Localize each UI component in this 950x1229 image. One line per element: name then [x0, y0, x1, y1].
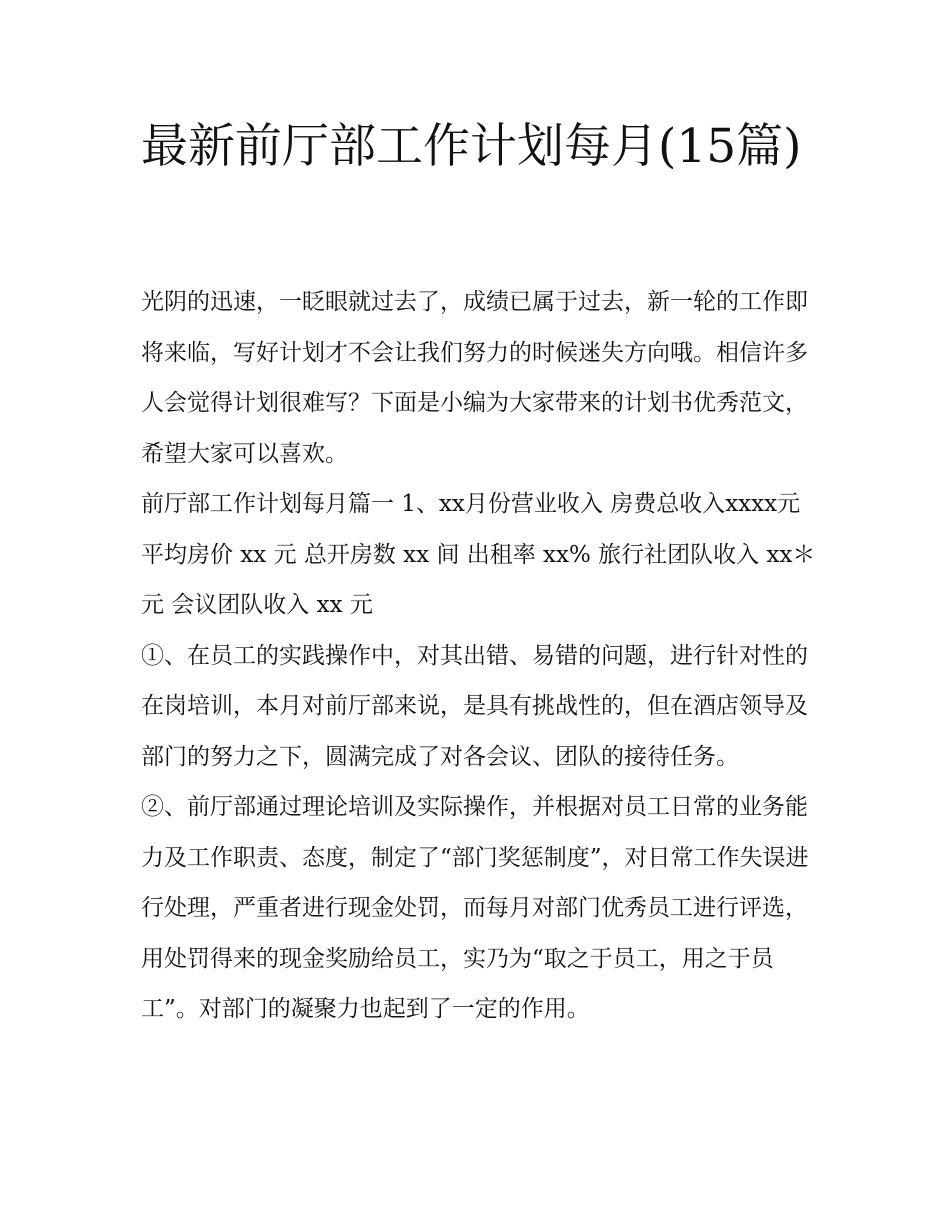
document-body: [141, 277, 816, 1035]
paragraph-reward-system: ②、前厅部通过理论培训及实际操作，并根据对员工日常的业务能力及工作职责、态度，制定了“部门奖惩制度”，对日常工作失误进行处理，严重者进行现金处罚，而每月对部门优秀员工进行评选，用处罚得来的现金奖励给员工，实乃为“取之于员工，用之于员工”。对部门的凝聚力也起到了一定的作用。: [141, 794, 809, 1022]
document-title: 最新前厅部工作计划每月(15篇): [141, 119, 802, 174]
paragraph-intro: 光阴的迅速，一眨眼就过去了，成绩已属于过去，新一轮的工作即将来临，写好计划才不会让我们努力的时候迷失方向哦。相信许多人会觉得计划很难写？下面是小编为大家带来的计划书优秀范文，希望大家可以喜欢。: [141, 289, 808, 467]
paragraph-revenue: 前厅部工作计划每月篇一 1、xx月份营业收入 房费总收入xxxx元 平均房价 xx 元 总开房数 xx 间 出租率 xx% 旅行社团队收入 xx＊元 会议团队收入 xx 元: [141, 491, 816, 618]
paragraph-training: ①、在员工的实践操作中，对其出错、易错的问题，进行针对性的在岗培训，本月对前厅部来说，是具有挑战性的，但在酒店领导及部门的努力之下，圆满完成了对各会议、团队的接待任务。: [141, 642, 808, 770]
